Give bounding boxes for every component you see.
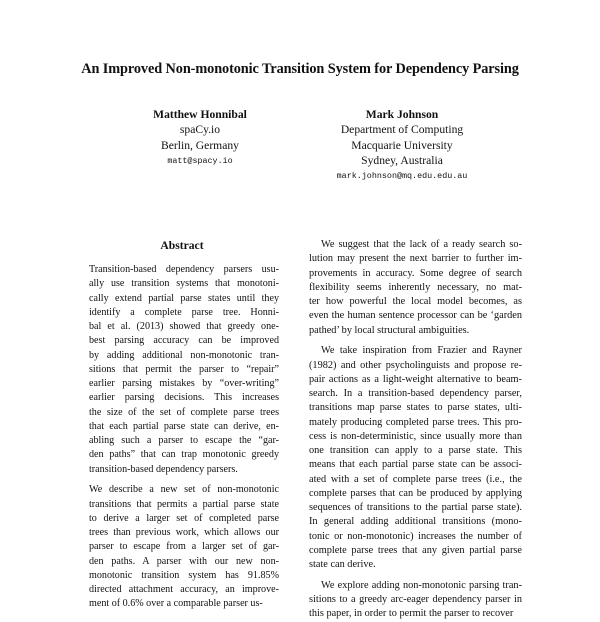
text-line: We describe a new set of non-monotonic: [89, 484, 279, 496]
author-affiliation: Sydney, Australia: [361, 153, 443, 167]
text-line: lution may present the next barrier to further im-: [309, 253, 522, 265]
abstract-heading: Abstract: [160, 239, 204, 252]
text-line: the size of the set of complete parse trees: [89, 406, 279, 418]
text-line: bal et al. (2013) showed that greedy one-: [89, 321, 279, 332]
text-line: transition-based dependency parsers.: [89, 463, 238, 475]
text-line: cess is non-deterministic, since usually more than: [309, 430, 522, 442]
author-email: matt@spacy.io: [167, 155, 233, 166]
text-line: even the human sentence processor can be ‘garden: [309, 310, 522, 322]
author-affiliation: Macquarie University: [351, 138, 453, 152]
text-line: trees than previous work, which allows our: [89, 527, 279, 538]
paragraph: [89, 263, 279, 477]
text-line: mately producing completed parse trees. This pro-: [309, 416, 522, 428]
text-line: search. In a transition-based dependency parser,: [309, 388, 522, 399]
paragraph: [89, 483, 279, 611]
introduction-body: [309, 238, 522, 622]
text-line: this paper, in order to permit the parser to recover: [309, 608, 514, 620]
text-line: state can derive.: [309, 559, 376, 570]
paragraph: [309, 579, 522, 622]
paragraph: [309, 238, 522, 338]
text-line: abling such a parser to escape the “gar-: [89, 435, 279, 446]
text-line: (1982) and other psycholinguists and propose re-: [309, 359, 522, 371]
text-line: ally use transition systems that monotoni-: [89, 278, 279, 290]
text-line: cally extend partial parse states until they: [89, 292, 279, 304]
text-line: sequences of transitions to the partial parse state).: [309, 502, 522, 513]
text-line: by adding additional non-monotonic tran-: [89, 349, 279, 361]
text-line: transitions map parse states to parse states, ulti-: [309, 402, 522, 414]
text-line: ment of 0.6% over a comparable parser us-: [89, 598, 263, 610]
text-line: pair actions as a light-weight alternative to beam-: [309, 373, 522, 385]
paper-title: An Improved Non-monotonic Transition System for Dependency Parsing: [81, 61, 519, 77]
text-line: provements in accuracy. Some degree of search: [309, 267, 522, 279]
text-line: directed attachment accuracy, an improve-: [89, 584, 279, 595]
author-block-johnson: [296, 107, 508, 184]
text-line: best parsing accuracy can be improved: [89, 335, 279, 347]
text-line: earlier parsing decisions. This increases: [89, 392, 279, 404]
text-line: flexibility seems inherently necessary, no mat-: [309, 281, 522, 293]
text-line: We take inspiration from Frazier and Rayner: [321, 345, 522, 357]
text-line: den paths. A parser with our new non-: [89, 555, 279, 567]
text-line: to derive a larger set of completed parse: [89, 512, 279, 524]
text-line: parser to escape from a larger set of gar-: [89, 541, 279, 553]
author-block-honnibal: [110, 107, 290, 169]
text-line: In general adding additional transitions (mono-: [309, 516, 522, 528]
text-line: monotonic transition system has 91.85%: [89, 569, 279, 581]
text-line: sitions to a greedy arc-eager dependency parser in: [309, 594, 522, 605]
text-line: sitions that permit the parser to “repair”: [89, 363, 279, 375]
abstract-body: [87, 263, 279, 612]
text-line: means that each partial parse state can be associ-: [309, 459, 522, 471]
text-line: one transition can apply to a parse state. This: [309, 445, 522, 456]
text-line: tonic or non-monotonic) increases the number of: [309, 530, 522, 542]
text-line: den paths” that can trap monotonic greedy: [89, 449, 279, 461]
text-line: We explore adding non-monotonic parsing tran-: [321, 579, 522, 591]
author-affiliation: Department of Computing: [340, 123, 464, 137]
text-line: complete parses that can be produced by applying: [309, 487, 522, 499]
text-line: pathed’ by local structural ambiguities.: [309, 324, 470, 336]
author-name: Matthew Honnibal: [153, 108, 247, 121]
paragraph: [309, 344, 522, 572]
author-affiliation: Berlin, Germany: [161, 138, 239, 152]
text-line: ated with a set of complete parse trees (i.e., the: [309, 473, 522, 485]
text-line: that each partial parse state can derive, en-: [89, 420, 279, 432]
author-name: Mark Johnson: [365, 108, 439, 121]
text-line: identify a complete parse tree. Honni-: [89, 306, 279, 318]
text-line: transitions that permits a partial parse state: [89, 498, 279, 510]
text-line: ter how powerful the local model becomes, as: [309, 296, 522, 307]
text-line: complete parse trees that any given partial parse: [309, 544, 522, 556]
text-line: Transition-based dependency parsers usu-: [89, 264, 279, 275]
author-affiliation: spaCy.io: [179, 123, 221, 137]
author-email: mark.johnson@mq.edu.edu.au: [336, 171, 468, 182]
text-line: earlier parsing mistakes by “over-writing”: [89, 378, 279, 389]
text-line: We suggest that the lack of a ready search so-: [321, 239, 522, 250]
